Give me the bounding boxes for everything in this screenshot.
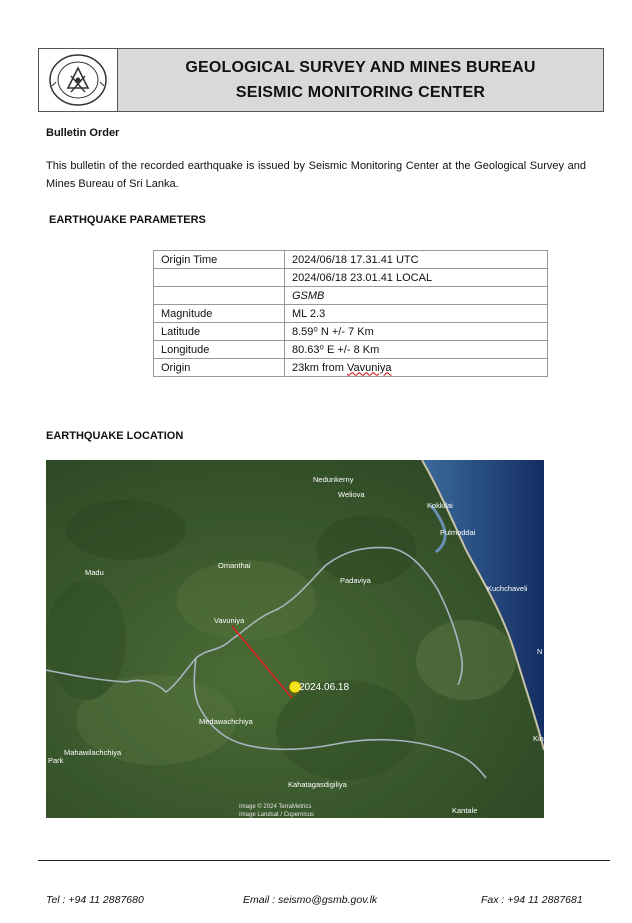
param-value: 80.63⁰ E +/- 8 Km (285, 341, 548, 359)
map-canvas (46, 460, 544, 818)
origin-place: Vavuniya (347, 361, 392, 374)
place-label: Nedunkerny (313, 475, 354, 484)
logo-cell (39, 49, 118, 111)
param-value: 2024/06/18 17.31.41 UTC (285, 251, 548, 269)
table-row (154, 359, 548, 377)
place-label: Madu (85, 568, 104, 577)
place-label: Pulmoddai (440, 528, 476, 537)
table-row (154, 323, 548, 341)
place-label: Kantale (452, 806, 478, 815)
param-value: 8.59⁰ N +/- 7 Km (285, 323, 548, 341)
footer-fax: Fax : +94 11 2887681 (481, 894, 583, 906)
footer-divider (38, 860, 610, 861)
table-row (154, 305, 548, 323)
origin-prefix: 23km from (292, 361, 348, 374)
param-value (285, 359, 548, 377)
gsmb-seal-logo (46, 52, 110, 108)
organization-title: GEOLOGICAL SURVEY AND MINES BUREAU (185, 59, 536, 76)
table-row (154, 341, 548, 359)
satellite-map (46, 460, 544, 818)
place-label: Medawachchiya (199, 717, 253, 726)
param-value: 2024/06/18 23.01.41 LOCAL (285, 269, 548, 287)
param-key: Origin Time (154, 251, 285, 269)
param-key (154, 269, 285, 287)
param-value: ML 2.3 (285, 305, 548, 323)
param-key: Longitude (154, 341, 285, 359)
param-value: GSMB (285, 287, 548, 305)
credit-line: Image Landsat / Copernicus (239, 812, 315, 818)
param-key: Origin (154, 359, 285, 377)
footer-email: Email : seismo@gsmb.gov.lk (243, 894, 378, 906)
bulletin-heading: Bulletin Order (46, 127, 120, 139)
place-label: Vavuniya (214, 616, 245, 625)
letterhead (38, 48, 604, 112)
place-label: Kahatagasdigiliya (288, 780, 347, 789)
place-label: Mahawilachchiya (64, 748, 122, 757)
bulletin-text: This bulletin of the recorded earthquake is issued by Seismic Monitoring Center at the Geological Survey and Mines Bureau of Sri Lanka. (46, 160, 586, 190)
place-label: Park (48, 756, 64, 765)
pin-label: 2024.06.18 (299, 682, 350, 693)
parameters-table (153, 250, 548, 377)
place-label: Kuchchaveli (487, 584, 528, 593)
param-key: Latitude (154, 323, 285, 341)
param-key: Magnitude (154, 305, 285, 323)
place-label: Padaviya (340, 576, 371, 585)
place-label: Kin (533, 734, 544, 743)
place-label: Omanthai (218, 561, 251, 570)
param-key (154, 287, 285, 305)
location-heading: EARTHQUAKE LOCATION (46, 430, 184, 442)
place-label: Kokkilai (427, 501, 453, 510)
table-row (154, 269, 548, 287)
title-cell (118, 49, 603, 111)
place-label: N (537, 647, 543, 656)
credit-line: Image © 2024 TerraMetrics (239, 804, 312, 810)
footer-tel: Tel : +94 11 2887680 (46, 894, 144, 906)
center-title: SEISMIC MONITORING CENTER (235, 84, 486, 101)
table-row (154, 251, 548, 269)
table-row (154, 287, 548, 305)
parameters-heading: EARTHQUAKE PARAMETERS (49, 214, 206, 226)
place-label: Weliova (338, 490, 365, 499)
